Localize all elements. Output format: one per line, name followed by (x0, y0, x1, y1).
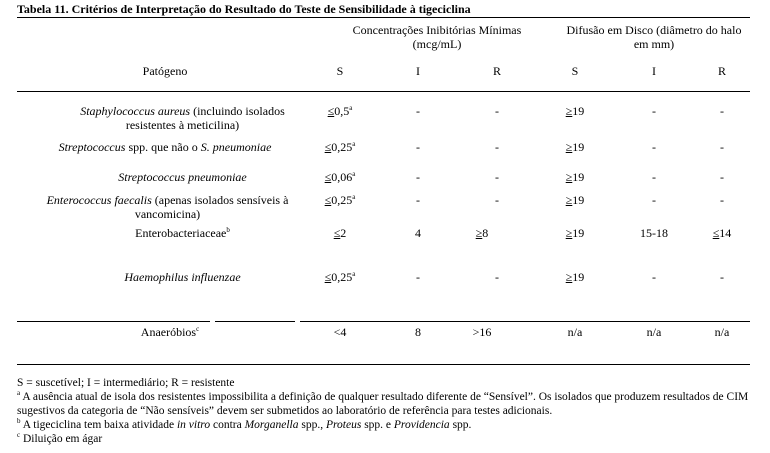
row-haemophilus-mic-i: - (416, 270, 420, 284)
row-divider-seg-2 (215, 321, 295, 322)
row-enterococcus-mic-r: - (495, 193, 499, 207)
row-haemophilus-disk-s: ≥19 (565, 270, 585, 284)
row-pathogen-haemophilus: Haemophilus influenzae (124, 270, 241, 284)
mic-s-header: S (336, 64, 344, 78)
row-enterobact-mic-r: ≥8 (475, 226, 489, 240)
row-enterobact-mic-s: ≤2 (333, 226, 347, 240)
disk-group-header: Difusão em Disco (diâmetro do halo em mm) (566, 23, 742, 51)
row-staph-disk-s: ≥19 (565, 104, 585, 118)
row-staph-mic-s: ≤0,5$^a$ (327, 104, 353, 118)
row-divider-seg-3 (300, 321, 750, 322)
row-strep-spp-disk-r: - (720, 140, 724, 154)
row-enterococcus-disk-s: ≥19 (565, 193, 585, 207)
row-pathogen-anaerobes: Anaeróbios$^c$ (140, 325, 200, 339)
row-enterobact-mic-i: 4 (415, 226, 421, 240)
row-strep-pneumo-disk-i: - (652, 170, 656, 184)
row-pathogen-strep-spp: Streptococcus spp. que não o S. pneumoniae (58, 140, 272, 154)
row-staph-disk-i: - (652, 104, 656, 118)
row-haemophilus-mic-s: ≤0,25$^a$ (324, 270, 356, 284)
row-strep-pneumo-mic-s: ≤0,06$^a$ (324, 170, 356, 184)
row-staph-disk-r: - (720, 104, 724, 118)
row-haemophilus-disk-i: - (652, 270, 656, 284)
row-strep-spp-disk-i: - (652, 140, 656, 154)
row-pathogen-enterococcus: Enterococcus faecalis (apenas isolados sensíveis à vancomicina) (46, 193, 289, 221)
footnote-a: $^a$ A ausência atual de isola dos resistentes impossibilita a definição de qualquer resultado diferente de “Sensível”. Os isolados que produzem resultados de CIM sugestivos da categoria de “Não sensíveis” devem ser submetidos ao laboratório de referência para testes adicionais. (17, 389, 749, 417)
row-anaerobes-disk-i: n/a (646, 325, 662, 339)
row-pathogen-staph: Staphylococcus aureus (incluindo isolados resistentes à meticilina) (80, 104, 285, 132)
row-enterococcus-disk-i: - (652, 193, 656, 207)
row-strep-spp-mic-i: - (416, 140, 420, 154)
row-staph-mic-i: - (416, 104, 420, 118)
row-pathogen-enterobacteriaceae: Enterobacteriaceae$^b$ (135, 226, 230, 240)
row-anaerobes-mic-s: <4 (333, 325, 347, 339)
row-haemophilus-mic-r: - (495, 270, 499, 284)
mic-r-header: R (492, 64, 501, 78)
mic-i-header: I (416, 64, 420, 78)
row-strep-spp-mic-r: - (495, 140, 499, 154)
row-strep-pneumo-mic-i: - (416, 170, 420, 184)
row-haemophilus-disk-r: - (720, 270, 724, 284)
row-enterococcus-disk-r: - (720, 193, 724, 207)
disk-r-header: R (717, 64, 726, 78)
table-bottom-rule (17, 364, 750, 365)
footnote-legend: S = suscetível; I = intermediário; R = resistente (17, 377, 235, 389)
table-footnotes (17, 376, 762, 446)
row-strep-pneumo-mic-r: - (495, 170, 499, 184)
row-strep-spp-mic-s: ≤0,25$^a$ (324, 140, 356, 154)
row-strep-spp-disk-s: ≥19 (565, 140, 585, 154)
footnote-c: $^c$ Diluição em ágar (17, 431, 103, 445)
row-enterococcus-mic-s: ≤0,25$^a$ (324, 193, 356, 207)
row-enterobact-disk-r: ≤14 (712, 226, 732, 240)
row-enterobact-disk-i: 15-18 (640, 226, 668, 240)
row-strep-pneumo-disk-s: ≥19 (565, 170, 585, 184)
row-staph-mic-r: - (495, 104, 499, 118)
row-divider-seg-1 (17, 321, 210, 322)
row-anaerobes-disk-r: n/a (714, 325, 730, 339)
row-enterobact-disk-s: ≥19 (565, 226, 585, 240)
row-anaerobes-mic-r: >16 (472, 325, 492, 339)
row-anaerobes-mic-i: 8 (415, 325, 421, 339)
table-title: Tabela 11. Critérios de Interpretação do Resultado do Teste de Sensibilidade à tigeciclina (17, 2, 750, 18)
mic-group-header: Concentrações Inibitórias Mínimas (mcg/mL) (352, 23, 522, 51)
footnote-b: $^b$ A tigeciclina tem baixa atividade in vitro contra Morganella spp., Proteus spp. e Providencia spp. (17, 417, 472, 431)
pathogen-header: Patógeno (142, 64, 188, 78)
disk-i-header: I (652, 64, 656, 78)
row-pathogen-strep-pneumo: Streptococcus pneumoniae (118, 170, 247, 184)
header-divider (17, 91, 750, 92)
row-anaerobes-disk-s: n/a (567, 325, 583, 339)
row-strep-pneumo-disk-r: - (720, 170, 724, 184)
disk-s-header: S (571, 64, 579, 78)
row-enterococcus-mic-i: - (416, 193, 420, 207)
